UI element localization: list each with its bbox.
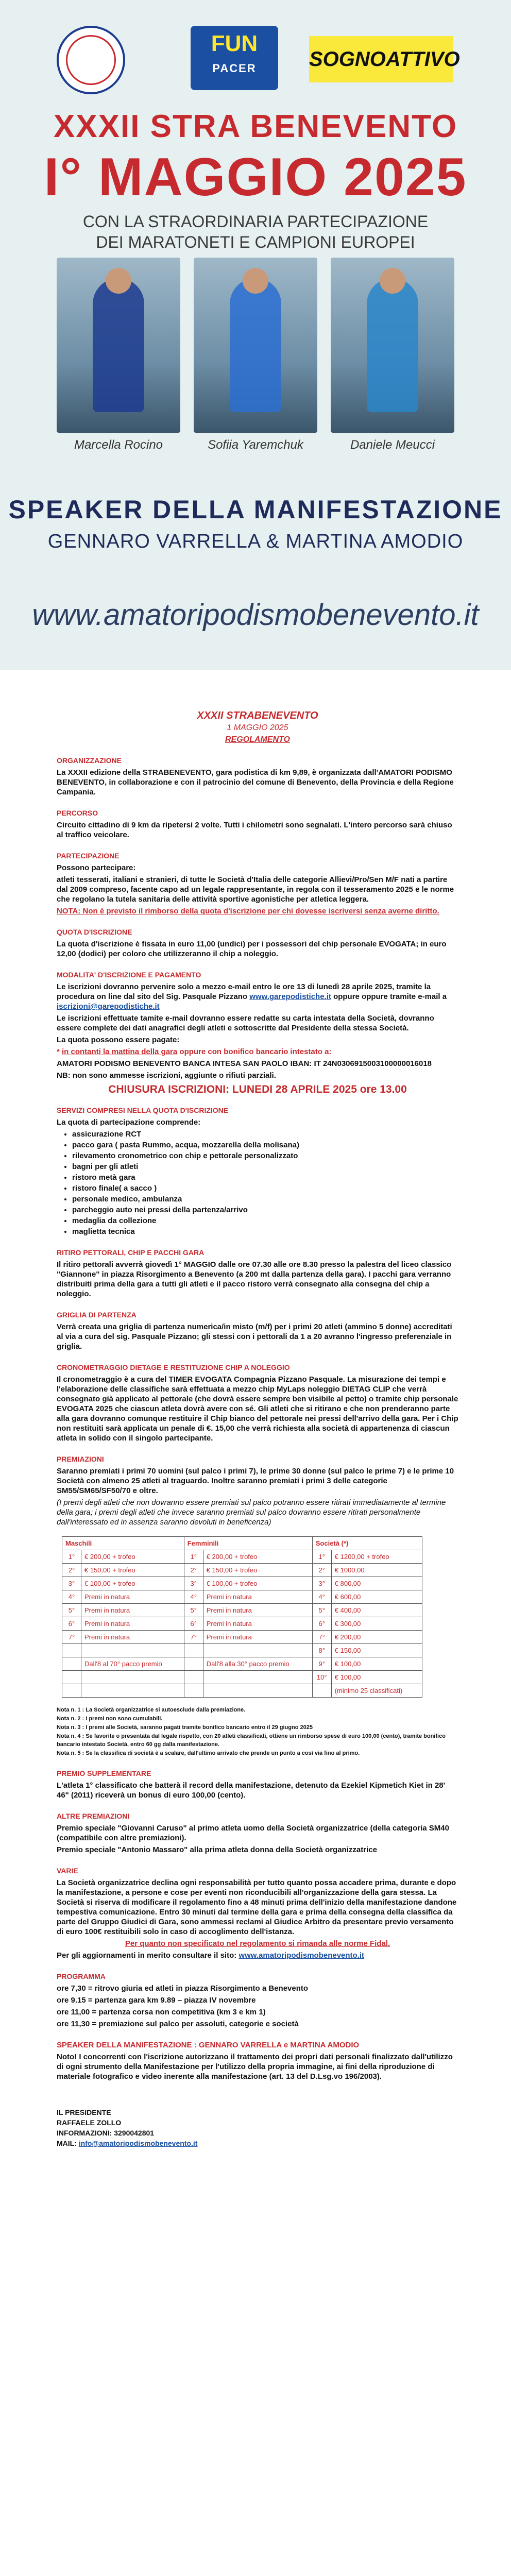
section-varie: VARIE La Società organizzatrice declina ogni responsabilità per tutto quanto possa accadere prima, durante e dopo la manifestazione, a persone e cose per eventi non riconducibili all'organizzazione della gara stessa. La Società si riserva di modificare il regolamento fino a 48 minuti prima dell'inizio della manifestazione dandone tempestiva comunicazione. Entro 30 minuti dal termine della gara e prima della consegna della classifica da parte del Gruppo Giudici di Gara, sono ammessi reclami al Giudice Arbitro da presentare previo versamento di euro 100€ restituibili solo in caso di accoglimento dell'istanza. Per quanto non specificato nel regolamento si rimanda alle norme Fidal. Per gli aggiornamenti in merito consultare il sito: www.amatoripodismobenevento.it (57, 1867, 457, 1960)
table-cell (203, 1644, 312, 1657)
table-cell: € 1000,00 (331, 1564, 422, 1577)
banner-date: I° MAGGIO 2025 (44, 147, 467, 207)
event-banner (0, 0, 511, 670)
table-cell: Premi in natura (81, 1590, 184, 1604)
table-cell (62, 1671, 81, 1684)
list-item: • assicurazione RCT (72, 1129, 458, 1139)
table-cell (203, 1671, 312, 1684)
table-row (62, 1657, 422, 1671)
table-cell: 1° (184, 1550, 203, 1564)
table-cell (184, 1671, 203, 1684)
table-cell (184, 1684, 203, 1698)
table-cell (81, 1644, 184, 1657)
table-cell: Premi in natura (81, 1604, 184, 1617)
table-row (62, 1577, 422, 1590)
table-cell: Premi in natura (203, 1590, 312, 1604)
table-cell: € 150,00 (331, 1644, 422, 1657)
table-cell: € 300,00 (331, 1617, 422, 1631)
table-row (62, 1671, 422, 1684)
table-cell: 3° (312, 1577, 331, 1590)
table-cell: Premi in natura (203, 1617, 312, 1631)
banner-subtitle: CON LA STRAORDINARIA PARTECIPAZIONE DEI MARATONETI E CAMPIONI EUROPEI (82, 212, 429, 251)
table-cell: 7° (62, 1631, 81, 1644)
list-item: • ristoro finale( a sacco ) (72, 1183, 458, 1193)
table-cell (81, 1684, 184, 1698)
table-row (62, 1564, 422, 1577)
fun-pacer-logo: FUN PACER (191, 26, 278, 90)
list-item: • bagni per gli atleti (72, 1162, 458, 1172)
banner-title: XXXII STRA BENEVENTO (53, 109, 458, 144)
email-link[interactable]: info@amatoripodismobenevento.it (78, 2139, 198, 2147)
table-cell (184, 1657, 203, 1671)
table-row (62, 1644, 422, 1657)
garepodistiche-link[interactable]: www.garepodistiche.it (249, 992, 331, 1001)
table-cell: € 400,00 (331, 1604, 422, 1617)
athlete-photo (331, 258, 454, 433)
table-cell: Premi in natura (203, 1631, 312, 1644)
regulation-document (57, 690, 458, 2148)
table-cell: 7° (312, 1631, 331, 1644)
section-quota: QUOTA D'ISCRIZIONE La quota d'iscrizione è fissata in euro 11,00 (undici) per i possessori del chip personale EVOGATA; in euro 12,00 (dodici) per coloro che utilizzeranno il chip a noleggio. (57, 928, 447, 958)
table-cell: 9° (312, 1657, 331, 1671)
list-item: • medaglia da collezione (72, 1216, 458, 1226)
speakers-names: GENNARO VARRELLA & MARTINA AMODIO (47, 531, 464, 552)
section-speaker: SPEAKER DELLA MANIFESTAZIONE : GENNARO VARRELLA e MARTINA AMODIO Noto! I concorrenti con l'iscrizione autorizzano il trattamento dei propri dati personali finalizzato dall'utilizzo di ogni strumento della Manifestazione per l'utilizzo della propria immagine, ai fini della riproduzione di materiale fotografico e video inerente alla manifestazione (art. 13 del D.Lsg.vo 196/2003). (57, 2041, 453, 2081)
table-row (62, 1550, 422, 1564)
table-cell: 5° (62, 1604, 81, 1617)
table-cell: 6° (62, 1617, 81, 1631)
list-item: • rilevamento cronometrico con chip e pettorale personalizzato (72, 1151, 458, 1161)
table-cell (81, 1671, 184, 1684)
table-cell: € 200,00 (331, 1631, 422, 1644)
table-cell: € 200,00 + trofeo (203, 1550, 312, 1564)
servizi-list (72, 1129, 458, 1236)
table-cell: 10° (312, 1671, 331, 1684)
table-cell: (minimo 25 classificati) (331, 1684, 422, 1698)
table-cell: 2° (184, 1564, 203, 1577)
section-organizzazione: ORGANIZZAZIONE La XXXII edizione della STRABENEVENTO, gara podistica di km 9,89, è organizzata dall'AMATORI PODISMO BENEVENTO, in collaborazione e con il patrocinio del comune di Benevento, della Provincia e della Regione Campania. (57, 756, 454, 796)
deadline-banner: CHIUSURA ISCRIZIONI: LUNEDI 28 APRILE 2025 ore 13.00 (108, 1083, 407, 1095)
logo-row (21, 26, 490, 93)
list-item: • personale medico, ambulanza (72, 1194, 458, 1204)
section-premiazioni: PREMIAZIONI Saranno premiati i primi 70 uomini (sul palco i primi 7), le prime 30 donne (sul palco le prime 7) e le prime 10 Società con almeno 25 atleti al traguardo. Inoltre saranno premiati i primi 3 delle categorie SM55/SM65/SF50/70 e oltre. (I premi degli atleti che non dovranno essere premiati sul palco potranno essere ritirati immediatamente al termine della gara; i premi degli atleti che invece saranno premiati sul palco dovranno essere ritirati personalmente dall'interessato ed in assenza saranno devoluti in beneficenza) (57, 1455, 454, 1527)
prize-table (62, 1536, 422, 1698)
table-cell: € 150,00 + trofeo (81, 1564, 184, 1577)
table-row (62, 1590, 422, 1604)
table-cell (184, 1644, 203, 1657)
table-cell: 4° (184, 1590, 203, 1604)
table-cell: 1° (62, 1550, 81, 1564)
section-modalita: MODALITA' D'ISCRIZIONE E PAGAMENTO Le iscrizioni dovranno pervenire solo a mezzo e-mail entro le ore 13 di lunedì 28 aprile 2025, tramite la procedura on line dal sito del Sig. Pasquale Pizzano www.garepodistiche.it oppure oppure tramite e-mail a iscrizioni@garepodistiche.it Le iscrizioni effettuate tamite e-mail dovranno essere redatte su carta intestata della Società, dovranno essere complete dei dati anagrafici degli atleti e sottoscritte dal Presidente della stessa Società. La quota possono essere pagate: * in contanti la mattina della gara oppure con bonifico bancario intestato a: AMATORI PODISMO BENEVENTO BANCA INTESA SAN PAOLO IBAN: IT 24N0306915003100000016018 NB: non sono ammesse iscrizioni, aggiunte o rifiuti parziali. CHIUSURA ISCRIZIONI: LUNEDI 28 APRILE 2025 ore 13.00 (57, 970, 458, 1094)
section-cronometraggio: CRONOMETRAGGIO DIETAGE E RESTITUZIONE CHIP A NOLEGGIO Il cronometraggio è a cura del TIMER EVOGATA Compagnia Pizzano Pasquale. La misurazione dei tempi e l'elaborazione delle classifiche sarà effettuata a mezzo chip MyLaps noleggio DIETAG CLIP che verrà consegnato già applicato al pettorale (che dovrà essere sempre ben visibile al petto) o tramite chip personale EVOGATA 2025 che ciascun atleta dovrà avere con sé. Gli atleti che si ritirano e che non prenderanno parte alla gara dovranno comunque restituire il Chip bianco del pettorale nei pressi dell'arrivo della gara. Per i Chip non restituiti sarà applicata un penale di €. 15,00 che verrà richiesta alla società di appartenenza di ciascun atleta in solido con il singolo partecipante. (57, 1363, 458, 1443)
table-cell: € 800,00 (331, 1577, 422, 1590)
table-cell: Premi in natura (203, 1604, 312, 1617)
table-cell: 3° (184, 1577, 203, 1590)
table-cell (62, 1657, 81, 1671)
list-item: • maglietta tecnica (72, 1227, 458, 1236)
table-cell: € 600,00 (331, 1590, 422, 1604)
table-cell (312, 1684, 331, 1698)
table-cell: 6° (184, 1617, 203, 1631)
list-item: • parcheggio auto nei pressi della partenza/arrivo (72, 1205, 458, 1215)
table-row (62, 1631, 422, 1644)
athlete-caption: Daniele Meucci (350, 438, 435, 452)
table-cell (203, 1684, 312, 1698)
table-cell: 2° (312, 1564, 331, 1577)
table-row (62, 1604, 422, 1617)
notes: Nota n. 1 : La Società organizzatrice si autoesclude dalla premiazione. Nota n. 2 : I premi non sono cumulabili. Nota n. 3 : I premi alle Società, saranno pagati tramite bonifico bancario entro il 29 giugno 2025 Nota n. 4 : Se favorite o presentata dal legale rispetto, con 20 atleti classificati, ottiene un rimborso spese di euro 100,00 (cento), tramite bonifico bancario intestato Società, entro 60 gg dalla manifestazione. Nota n. 5 : Se la classifica di società è a scalare, dall'ultimo arrivato che prende un punto a così via fino al primo. (57, 1707, 446, 1756)
athlete-caption: Marcella Rocino (74, 438, 163, 452)
section-altre-premiazioni: ALTRE PREMIAZIONI Premio speciale "Giovanni Caruso" al primo atleta uomo della Società organizzatrice (della categoria SM40 (compatibile con altre premiazioni). Premio speciale "Antonio Massaro" alla prima atleta donna della Società organizzatrice (57, 1812, 449, 1854)
section-servizi: SERVIZI COMPRESI NELLA QUOTA D'ISCRIZIONE La quota di partecipazione comprende: • assicurazione RCT • pacco gara ( pasta Rummo, acqua, mozzarella della molisana) • rilevamento cronometrico con chip e pettorale personalizzato • bagni per gli atleti • ristoro metà gara • ristoro finale( a sacco ) • personale medico, ambulanza • parcheggio auto nei pressi della partenza/arrivo • medaglia da collezione • maglietta tecnica (57, 1106, 458, 1236)
section-percorso: PERCORSO Circuito cittadino di 9 km da ripetersi 2 volte. Tutti i chilometri sono segnalati. L'intero percorso sarà chiuso al traffico veicolare. (57, 809, 452, 839)
table-cell: € 150,00 + trofeo (203, 1564, 312, 1577)
website-info-link[interactable]: www.amatoripodismobenevento.it (239, 1951, 365, 1960)
section-programma: PROGRAMMA ore 7,30 = ritrovo giuria ed atleti in piazza Risorgimento a Benevento ore 9.15 = partenza gara km 9.89 – piazza IV novembre ore 11,00 = partenza corsa non competitiva (km 3 e km 1) ore 11,30 = premiazione sul palco per assoluti, categorie e società (57, 1972, 309, 2028)
table-cell: 5° (312, 1604, 331, 1617)
table-cell: Dall'8 al 70° pacco premio (81, 1657, 184, 1671)
table-cell: 4° (312, 1590, 331, 1604)
iscrizioni-email-link[interactable]: iscrizioni@garepodistiche.it (57, 1002, 160, 1011)
section-griglia: GRIGLIA DI PARTENZA Verrà creata una griglia di partenza numerica/in misto (m/f) per i primi 20 atleti (ammino 5 donne) accreditati al via a cura del sig. Pasquale Pizzano; gli stessi con i pettorali da 1 a 20 avranno l'ingresso preferenziale in griglia. (57, 1311, 452, 1351)
table-cell: 1° (312, 1550, 331, 1564)
list-item: • pacco gara ( pasta Rummo, acqua, mozzarella della molisana) (72, 1140, 458, 1150)
table-cell: 7° (184, 1631, 203, 1644)
table-cell: 4° (62, 1590, 81, 1604)
sogno-attivo-logo: SOGNOATTIVO (309, 36, 453, 82)
doc-header: XXXII STRABENEVENTO 1 MAGGIO 2025 REGOLAMENTO (197, 710, 318, 744)
table-cell: 5° (184, 1604, 203, 1617)
table-cell: 2° (62, 1564, 81, 1577)
table-row (62, 1617, 422, 1631)
table-cell (62, 1684, 81, 1698)
table-header-row: Maschili Femminili Società (*) (62, 1537, 422, 1550)
table-cell: € 1200,00 + trofeo (331, 1550, 422, 1564)
speakers-label: SPEAKER DELLA MANIFESTAZIONE (8, 495, 503, 524)
table-cell: € 100,00 (331, 1671, 422, 1684)
table-cell: € 100,00 + trofeo (203, 1577, 312, 1590)
table-cell: Premi in natura (81, 1631, 184, 1644)
footer-signature: IL PRESIDENTE RAFFAELE ZOLLO INFORMAZIONI: 3290042801 MAIL: info@amatoripodismobenevento.it (57, 2108, 198, 2147)
table-cell: € 100,00 (331, 1657, 422, 1671)
athlete-photo (194, 258, 317, 433)
amatori-podismo-logo (57, 26, 125, 94)
table-cell: Dall'8 alla 30° pacco premio (203, 1657, 312, 1671)
athlete-photo (57, 258, 180, 433)
athlete-photos (57, 258, 454, 453)
section-premio-supplementare: PREMIO SUPPLEMENTARE L'atleta 1° classificato che batterà il record della manifestazione, detenuto da Ezekiel Kipmetich Kiet in 28' 46" (2011) riceverà un bonus di euro 100,00 (cento). (57, 1769, 446, 1800)
athlete-caption: Sofiia Yaremchuk (208, 438, 303, 452)
table-cell: € 100,00 + trofeo (81, 1577, 184, 1590)
table-row (62, 1684, 422, 1698)
section-partecipazione: PARTECIPAZIONE Possono partecipare: atleti tesserati, italiani e stranieri, di tutte le Società d'Italia delle categorie Allievi/Pro/Sen M/F nati a partire dal 2009 compreso, facente capo ad un legale rappresentante, in regola con il tesseramento 2025 e le norme che regolano la tutela sanitaria delle attività sportive agonistiche per atletica leggera. NOTA: Non è previsto il rimborso della quota d'iscrizione per chi dovesse iscriversi senza averne diritto. (57, 852, 454, 916)
website-link[interactable]: www.amatoripodismobenevento.it (32, 598, 479, 632)
table-cell (62, 1644, 81, 1657)
table-cell: Premi in natura (81, 1617, 184, 1631)
table-cell: € 200,00 + trofeo (81, 1550, 184, 1564)
list-item: • ristoro metà gara (72, 1173, 458, 1182)
section-ritiro: RITIRO PETTORALI, CHIP E PACCHI GARA Il ritiro pettorali avverrà giovedì 1° MAGGIO dalle ore 07.30 alle ore 8.30 presso la palestra del liceo classico "Giannone" in piazza Risorgimento a Benevento (a 200 mt dalla partenza della gara). I pacchi gara verranno distribuiti prima della gara a tutti gli atleti e il pacco ristoro verrà consegnato alla consegna del chip a noleggio. (57, 1248, 452, 1298)
table-cell: 8° (312, 1644, 331, 1657)
table-cell: 6° (312, 1617, 331, 1631)
table-cell: 3° (62, 1577, 81, 1590)
